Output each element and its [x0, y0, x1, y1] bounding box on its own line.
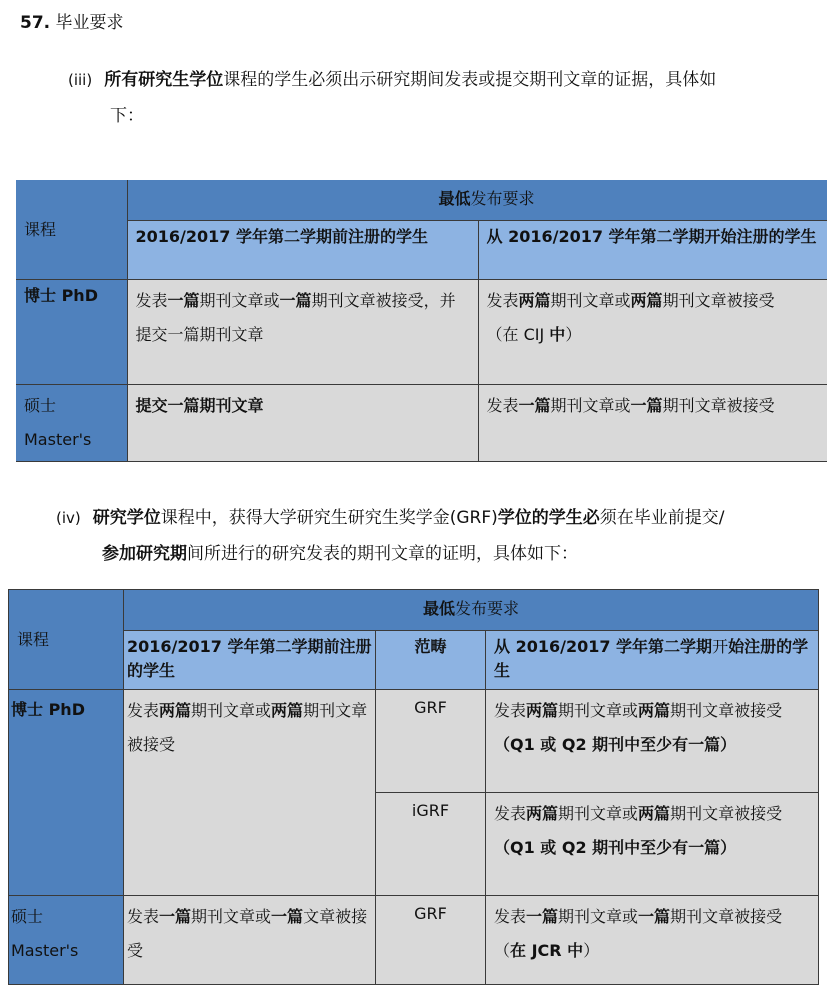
- section-title: 毕业要求: [55, 13, 124, 33]
- category-igrf: iGRF: [376, 793, 486, 896]
- col-before-header: 2016/2017 学年第二学期前注册的学生: [124, 631, 376, 690]
- col-from-header: 从 2016/2017 学年第二学期开始注册的学生: [486, 631, 819, 690]
- bold-text: 参加研究期: [102, 544, 187, 564]
- master-from-cell: 发表一篇期刊文章或一篇期刊文章被接受: [478, 385, 827, 462]
- body-text: 课程中，获得大学研究生研究生奖学金(GRF): [160, 508, 498, 528]
- item-number: (iv): [56, 509, 81, 527]
- phd-before-cell: 发表一篇期刊文章或一篇期刊文章被接受，并提交一篇期刊文章: [127, 280, 478, 385]
- requirements-table-2: [8, 589, 819, 985]
- bold-text: 所有研究生学位: [104, 70, 224, 90]
- phd-igrf-from-cell: 发表两篇期刊文章或两篇期刊文章被接受 （Q1 或 Q2 期刊中至少有一篇）: [486, 793, 819, 896]
- phd-grf-from-cell: 发表两篇期刊文章或两篇期刊文章被接受 （Q1 或 Q2 期刊中至少有一篇）: [486, 690, 819, 793]
- body-text: 课程的学生必须出示研究期间发表或提交期刊文章的证据，具体如: [223, 70, 717, 90]
- col-category-header: 范畴: [376, 631, 486, 690]
- course-header: 课程: [9, 590, 124, 690]
- master-from-cell: 发表一篇期刊文章或一篇期刊文章被接受（在 JCR 中）: [486, 896, 819, 985]
- requirements-table-1: [16, 180, 827, 462]
- section-heading: [20, 8, 124, 33]
- item-number: (iii): [68, 71, 93, 89]
- paragraph-iii: [68, 62, 808, 134]
- course-header: 课程: [16, 180, 127, 280]
- row-label-master: 硕士 Master's: [16, 385, 127, 462]
- row-label-phd: 博士 PhD: [16, 280, 127, 385]
- body-text: 须在毕业前提交/: [599, 508, 725, 528]
- col-before-header: 2016/2017 学年第二学期前注册的学生: [127, 221, 478, 280]
- body-text: 间所进行的研究发表的期刊文章的证明，具体如下：: [187, 544, 578, 564]
- phd-from-cell: 发表两篇期刊文章或两篇期刊文章被接受 （在 CIJ 中）: [478, 280, 827, 385]
- category-grf-master: GRF: [376, 896, 486, 985]
- phd-before-cell: 发表两篇期刊文章或两篇期刊文章被接受: [124, 690, 376, 896]
- min-requirement-header: 最低发布要求: [127, 180, 827, 221]
- category-grf: GRF: [376, 690, 486, 793]
- bold-text: 研究学位: [92, 508, 161, 528]
- col-from-header: 从 2016/2017 学年第二学期开始注册的学生: [478, 221, 827, 280]
- min-requirement-header: 最低发布要求: [124, 590, 819, 631]
- row-label-master: 硕士 Master's: [9, 896, 124, 985]
- master-before-cell: 发表一篇期刊文章或一篇文章被接受: [124, 896, 376, 985]
- row-label-phd: 博士 PhD: [9, 690, 124, 896]
- section-number: 57.: [20, 13, 51, 33]
- master-before-cell: 提交一篇期刊文章: [127, 385, 478, 462]
- body-text: 下：: [110, 106, 144, 126]
- bold-text: 学位的学生必: [497, 508, 600, 528]
- paragraph-iv: [56, 500, 816, 572]
